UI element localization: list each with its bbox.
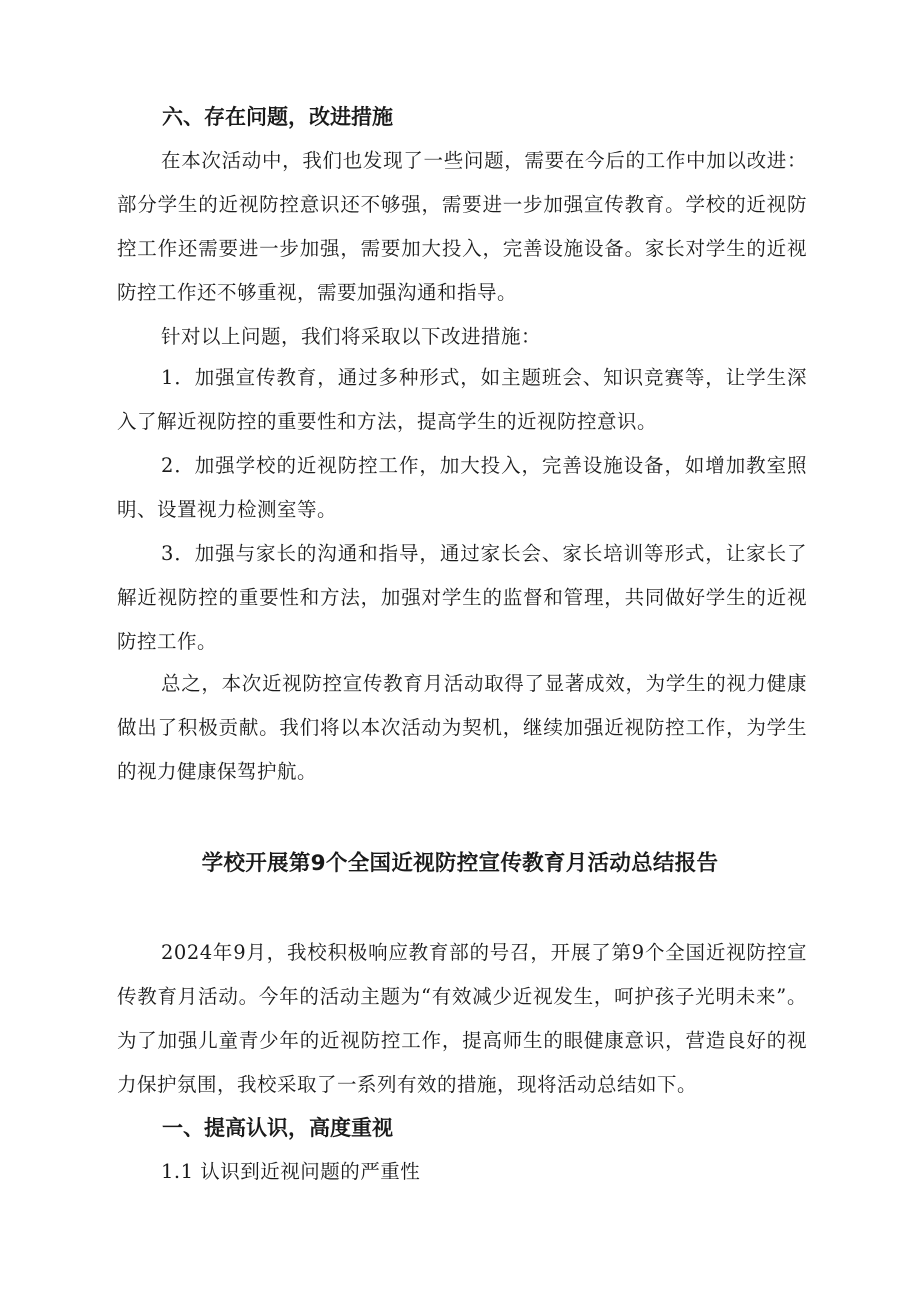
paragraph-report-intro: 2024年9月，我校积极响应教育部的号召，开展了第9个全国近视防控宣传教育月活动。今年的活动主题为“有效减少近视发生，呵护孩子光明未来”。为了加强儿童青少年的近视防控工作，提高师生的眼健康意识，营造良好的视力保护氛围，我校采取了一系列有效的措施，现将活动总结如下。	[117, 941, 807, 1096]
list-item-measure-2: 2．加强学校的近视防控工作，加大投入，完善设施设备，如增加教室照明、设置视力检测室等。	[117, 454, 807, 521]
paragraph-conclusion: 总之，本次近视防控宣传教育月活动取得了显著成效，为学生的视力健康做出了积极贡献。我们将以本次活动为契机，继续加强近视防控工作，为学生的视力健康保驾护航。	[117, 672, 807, 783]
section-heading-problems: 六、存在问题，改进措施	[162, 105, 393, 129]
list-item-measure-3: 3．加强与家长的沟通和指导，通过家长会、家长培训等形式，让家长了解近视防控的重要性和方法，加强对学生的监督和管理，共同做好学生的近视防控工作。	[117, 542, 807, 653]
paragraph-measures-intro: 针对以上问题，我们将采取以下改进措施：	[161, 325, 542, 348]
report-title: 学校开展第9个全国近视防控宣传教育月活动总结报告	[201, 851, 719, 876]
subheading-severity: 1.1 认识到近视问题的严重性	[161, 1160, 421, 1183]
paragraph-problems: 在本次活动中，我们也发现了一些问题，需要在今后的工作中加以改进：部分学生的近视防控意识还不够强，需要进一步加强宣传教育。学校的近视防控工作还需要进一步加强，需要加大投入，完善设施设备。家长对学生的近视防控工作还不够重视，需要加强沟通和指导。	[117, 149, 807, 304]
list-item-measure-1: 1．加强宣传教育，通过多种形式，如主题班会、知识竞赛等，让学生深入了解近视防控的重要性和方法，提高学生的近视防控意识。	[117, 366, 807, 433]
section-heading-awareness: 一、提高认识，高度重视	[162, 1116, 393, 1140]
